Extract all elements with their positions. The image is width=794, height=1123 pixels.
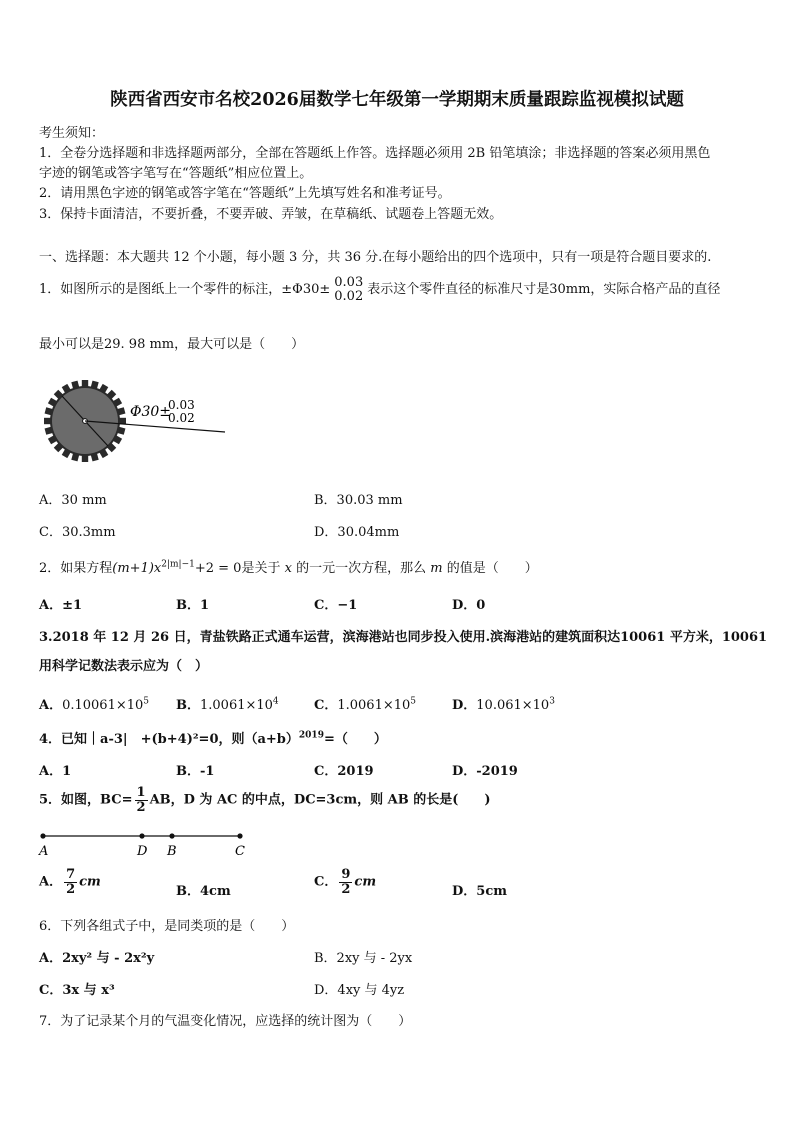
q1-tolerance [332,276,365,303]
section-heading: 一、选择题：本大题共 12 个小题，每小题 3 分，共 36 分.在每小题给出的四个选项中，只有一项是符合题目要求的. [39,250,712,265]
question-7: 7．为了记录某个月的气温变化情况，应选择的统计图为（ ） [39,1014,412,1029]
notice-heading: 考生须知： [39,126,105,141]
label-d: D [137,844,148,859]
notice-item-3: 3．保持卡面清洁，不要折叠，不要弄破、弄皱，在草稿纸、试题卷上答题无效。 [39,207,503,222]
q5-fraction: $\frac{1}{2}$ [136,785,146,815]
q4-option-c: C．2019 [314,764,374,779]
q3-line2: 用科学记数法表示应为（ ） [39,659,209,674]
question-5 [39,786,491,814]
gear-figure [40,376,240,466]
q5-option-c: C． $\frac{9}{2}$ cm [314,867,377,897]
q2-option-a: A．±1 [39,598,83,613]
q4-post: =（ ） [323,732,387,747]
q4-text: 4．已知｜a-3| +(b+4)²=0，则（a+b） [39,732,299,747]
q1-option-a: A．30 mm [39,493,107,508]
fig-label: Φ30± [130,404,172,420]
notice-item-1: 1．全卷分选择题和非选择题两部分，全部在答题纸上作答。选择题必须用 2B 铅笔填涂；非选择题的答案必须用黑色 [39,146,711,161]
q4-option-d: D．-2019 [452,764,518,779]
q2-post: 的值是（ ） [446,561,538,576]
q2-mid2: 的一元一次方程，那么 [296,561,427,576]
q5-option-a: A． $\frac{7}{2}$ cm [39,867,101,897]
fig-tol-down: 0.02 [168,411,195,425]
q2-option-d: D．0 [452,598,486,613]
q3-line1: 3.2018 年 12 月 26 日，青盐铁路正式通车运营，滨海港站也同步投入使用.滨海港站的建筑面积达10061 平方米，10061 [39,630,768,645]
q6-option-b: B．2xy 与 - 2yx [314,951,413,966]
point-c [237,833,242,838]
q5-option-b: B．4cm [176,884,231,899]
q2-eq-exp: 2|m|−1 [161,559,195,570]
q1-option-b: B．30.03 mm [314,493,403,508]
question-1 [39,276,720,303]
q3-option-c: C．$1.0061\times 10^5$ [314,696,417,713]
notice-item-1-cont: 字迹的钢笔或答字笔写在“答题纸”相应位置上。 [39,166,313,181]
label-c: C [235,844,245,859]
q2-mid: 是关于 [241,561,281,576]
q1-pre: 1．如图所示的是图纸上一个零件的标注，±Φ30± [39,282,331,298]
q2-var-m: m [430,561,443,576]
question-6: 6．下列各组式子中，是同类项的是（ ） [39,919,295,934]
q3-option-a: A．$0.10061\times 10^5$ [39,696,150,713]
q2-eq-a: (m+1)x [112,561,162,576]
q5-option-d: D．5cm [452,884,507,899]
q1-tol-down: 0.02 [334,288,364,304]
q5-post: AB，D 为 AC 的中点，DC=3cm，则 AB 的长是( ) [149,792,491,808]
q2-eq-b: +2 = 0 [194,561,242,576]
q6-option-a: A．2xy² 与 - 2x²y [39,951,155,966]
q2-option-c: C．−1 [314,598,358,613]
q2-pre: 2．如果方程 [39,561,113,576]
q4-option-a: A．1 [39,764,72,779]
q1-post: 表示这个零件直径的标准尺寸是30mm，实际合格产品的直径 [367,282,721,298]
question-2 [39,557,538,576]
q1-line2: 最小可以是29. 98 mm，最大可以是（ ） [39,337,305,352]
q4-exp: 2019 [298,730,324,741]
fig-tol-up: 0.03 [168,398,195,412]
notice-item-2: 2．请用黑色字迹的钢笔或答字笔在“答题纸”上先填写姓名和准考证号。 [39,186,451,201]
page-title: 陕西省西安市名校2026届数学七年级第一学期期末质量跟踪监视模拟试题 [110,90,684,110]
q2-option-b: B．1 [176,598,210,613]
segment-figure [35,827,255,861]
label-b: B [167,844,177,859]
q4-option-b: B．-1 [176,764,215,779]
label-a: A [39,844,49,859]
q2-var-x: x [284,561,292,576]
q1-tol-up: 0.03 [334,275,364,290]
q5-pre: 5．如图，BC= [39,792,133,808]
point-b [169,833,174,838]
point-d [139,833,144,838]
point-a [40,833,45,838]
q1-option-c: C．30.3mm [39,525,116,540]
q3-option-d: D．$10.061\times 10^3$ [452,696,555,713]
q6-option-d: D．4xy 与 4yz [314,983,405,998]
q6-option-c: C．3x 与 x³ [39,983,115,998]
question-4 [39,728,387,747]
q3-option-b: B．$1.0061\times 10^4$ [176,696,279,713]
q1-option-d: D．30.04mm [314,525,400,540]
